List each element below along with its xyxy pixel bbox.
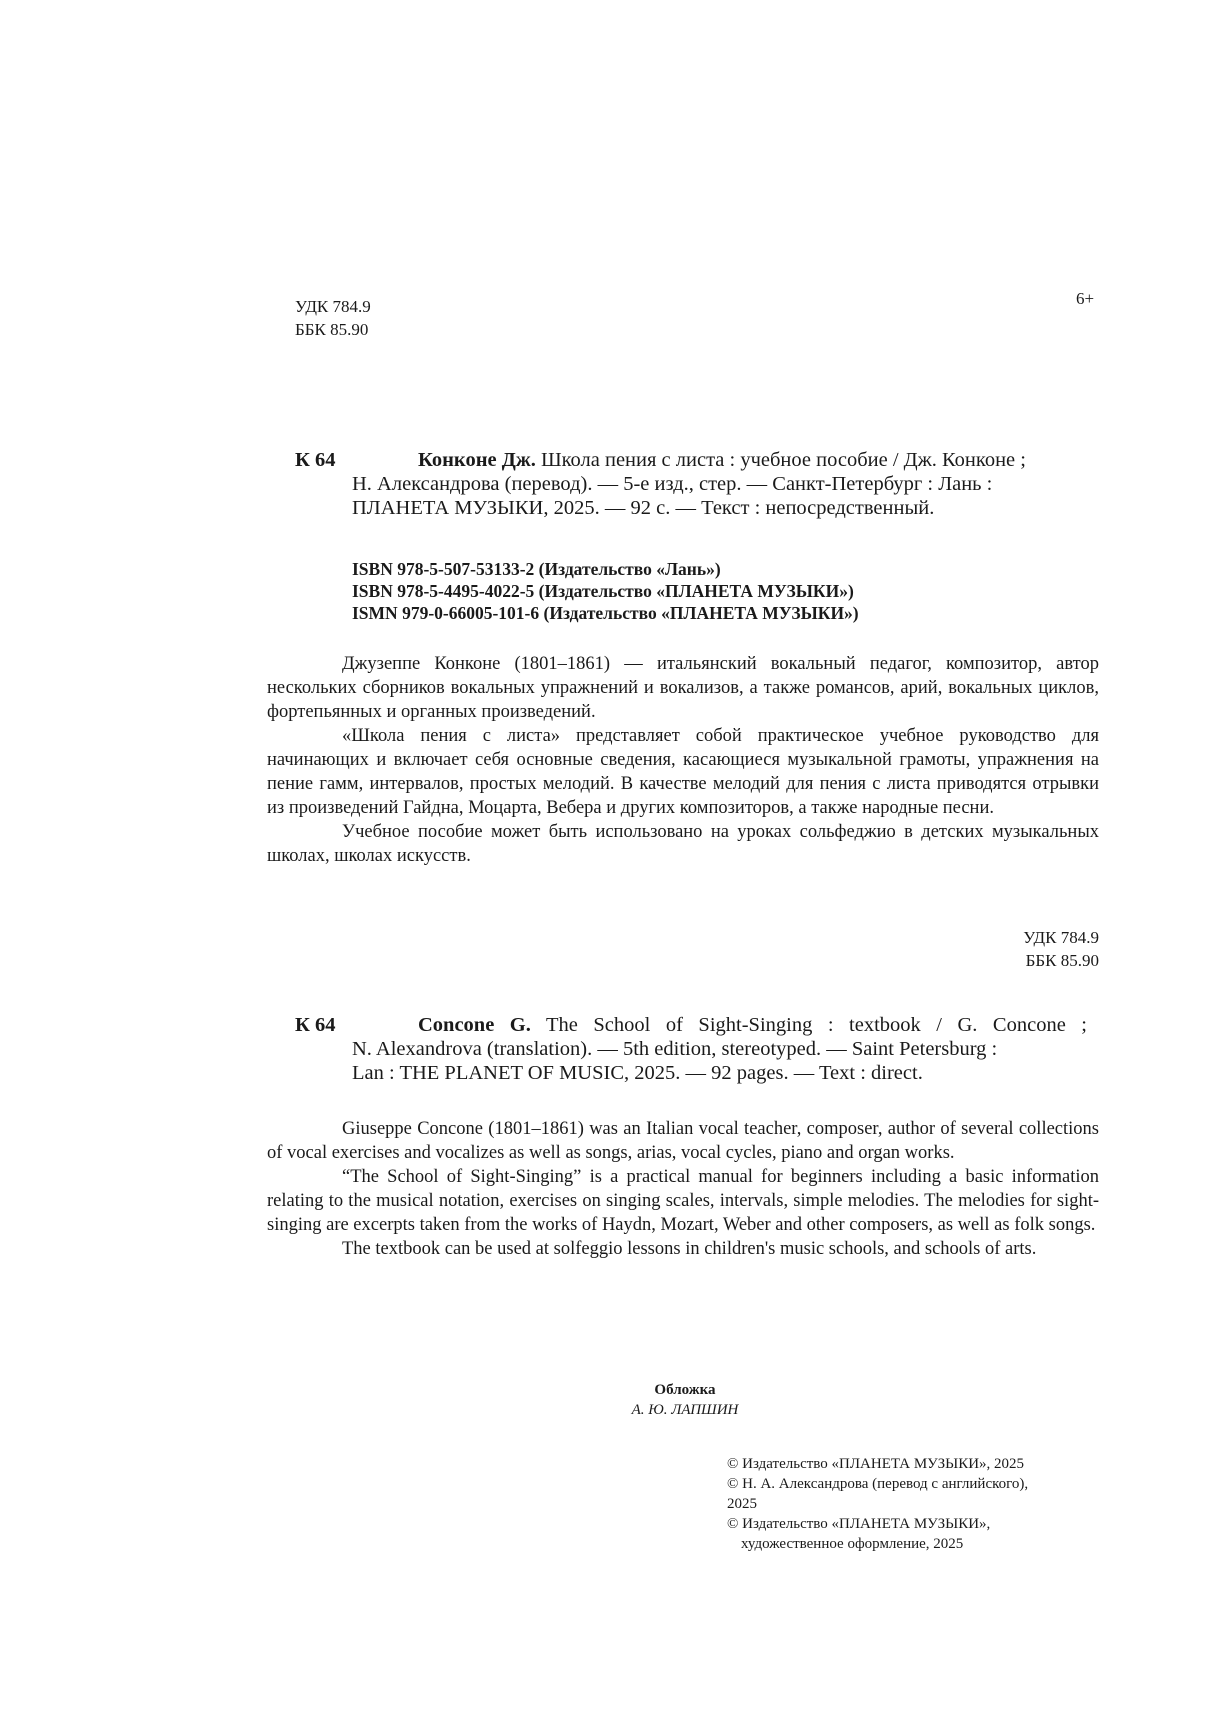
cover-credit — [560, 1380, 810, 1420]
age-rating: 6+ — [1076, 289, 1095, 308]
en-entry-title: The School of Sight-Singing : textbook / G. Concone ; — [546, 1014, 1088, 1036]
ru-abstract-paragraph: «Школа пения с листа» представляет собой практическое учебное руководство для начинающих и включает себя основные сведения, касающиеся музыкальной грамоты, упражнения на пение гамм, интервалов, простых мелодий. В качестве мелодий для пения с листа приводятся отрывки из произведений Гайдна, Моцарта, Вебера и других композиторов, а также народные песни. — [267, 726, 1099, 818]
copyright-block — [727, 1454, 1087, 1554]
copyright-line: © Н. А. Александрова (перевод с английского), — [727, 1476, 1029, 1492]
en-entry-author: Concone G. — [418, 1014, 531, 1036]
ismn-planeta: ISMN 979-0-66005-101-6 (Издательство «ПЛАНЕТА МУЗЫКИ») — [352, 603, 859, 623]
ru-abstract — [267, 652, 1099, 868]
udk-code: УДК 784.9 — [295, 297, 371, 316]
en-entry-line1 — [418, 1013, 1087, 1037]
copyright-line: художественное оформление, 2025 — [741, 1536, 964, 1552]
ru-entry-line2: Н. Александрова (перевод). — 5-е изд., стер. — Санкт-Петербург : Лань : — [352, 473, 993, 495]
cover-label: Обложка — [654, 1382, 716, 1398]
cover-artist: А. Ю. ЛАПШИН — [631, 1402, 739, 1418]
copyright-line: © Издательство «ПЛАНЕТА МУЗЫКИ», 2025 — [727, 1456, 1025, 1472]
en-entry-line3: Lan : THE PLANET OF MUSIC, 2025. — 92 pages. — Text : direct. — [352, 1062, 923, 1084]
header-codes — [295, 295, 371, 341]
en-entry-line2: N. Alexandrova (translation). — 5th edition, stereotyped. — Saint Petersburg : — [352, 1038, 998, 1060]
bbk-code: ББК 85.90 — [295, 320, 369, 339]
isbn-list — [352, 558, 859, 624]
ru-abstract-paragraph: Учебное пособие может быть использовано на уроках сольфеджио в детских музыкальных школах, школах искусств. — [267, 822, 1099, 866]
isbn-planeta: ISBN 978-5-4495-4022-5 (Издательство «ПЛАНЕТА МУЗЫКИ») — [352, 581, 854, 601]
ru-entry-line3: ПЛАНЕТА МУЗЫКИ, 2025. — 92 с. — Текст : непосредственный. — [352, 497, 935, 519]
copyright-line: 2025 — [727, 1496, 757, 1512]
copyright-line: © Издательство «ПЛАНЕТА МУЗЫКИ», — [727, 1516, 991, 1532]
en-entry-code: К 64 — [295, 1014, 336, 1036]
ru-entry-line1 — [418, 448, 1100, 472]
ru-abstract-paragraph: Джузеппе Конконе (1801–1861) — итальянский вокальный педагог, композитор, автор нескольких сборников вокальных упражнений и вокализов, а также романсов, арий, вокальных циклов, фортепьянных и органных произведений. — [267, 654, 1099, 722]
udk-code: УДК 784.9 — [1023, 928, 1099, 947]
en-abstract-paragraph: “The School of Sight-Singing” is a practical manual for beginners including a basic information relating to the musical notation, exercises on singing scales, intervals, simple melodies. The melodies for sight-singing are excerpts taken from the works of Haydn, Mozart, Weber and other composers, as well as folk songs. — [267, 1167, 1099, 1235]
en-abstract-paragraph: The textbook can be used at solfeggio lessons in children's music schools, and schools of arts. — [342, 1239, 1037, 1259]
bbk-code: ББК 85.90 — [1025, 951, 1099, 970]
en-abstract — [267, 1117, 1099, 1261]
isbn-lan: ISBN 978-5-507-53133-2 (Издательство «Лань») — [352, 559, 721, 579]
ru-entry-title: Школа пения с листа : учебное пособие / Дж. Конконе ; — [540, 449, 1026, 471]
footer-codes — [900, 926, 1099, 972]
ru-entry-author: Конконе Дж. — [418, 449, 536, 471]
en-abstract-paragraph: Giuseppe Concone (1801–1861) was an Italian vocal teacher, composer, author of several collections of vocal exercises and vocalizes as well as songs, arias, vocal cycles, piano and organ works. — [267, 1119, 1099, 1163]
ru-entry-code: К 64 — [295, 449, 336, 471]
